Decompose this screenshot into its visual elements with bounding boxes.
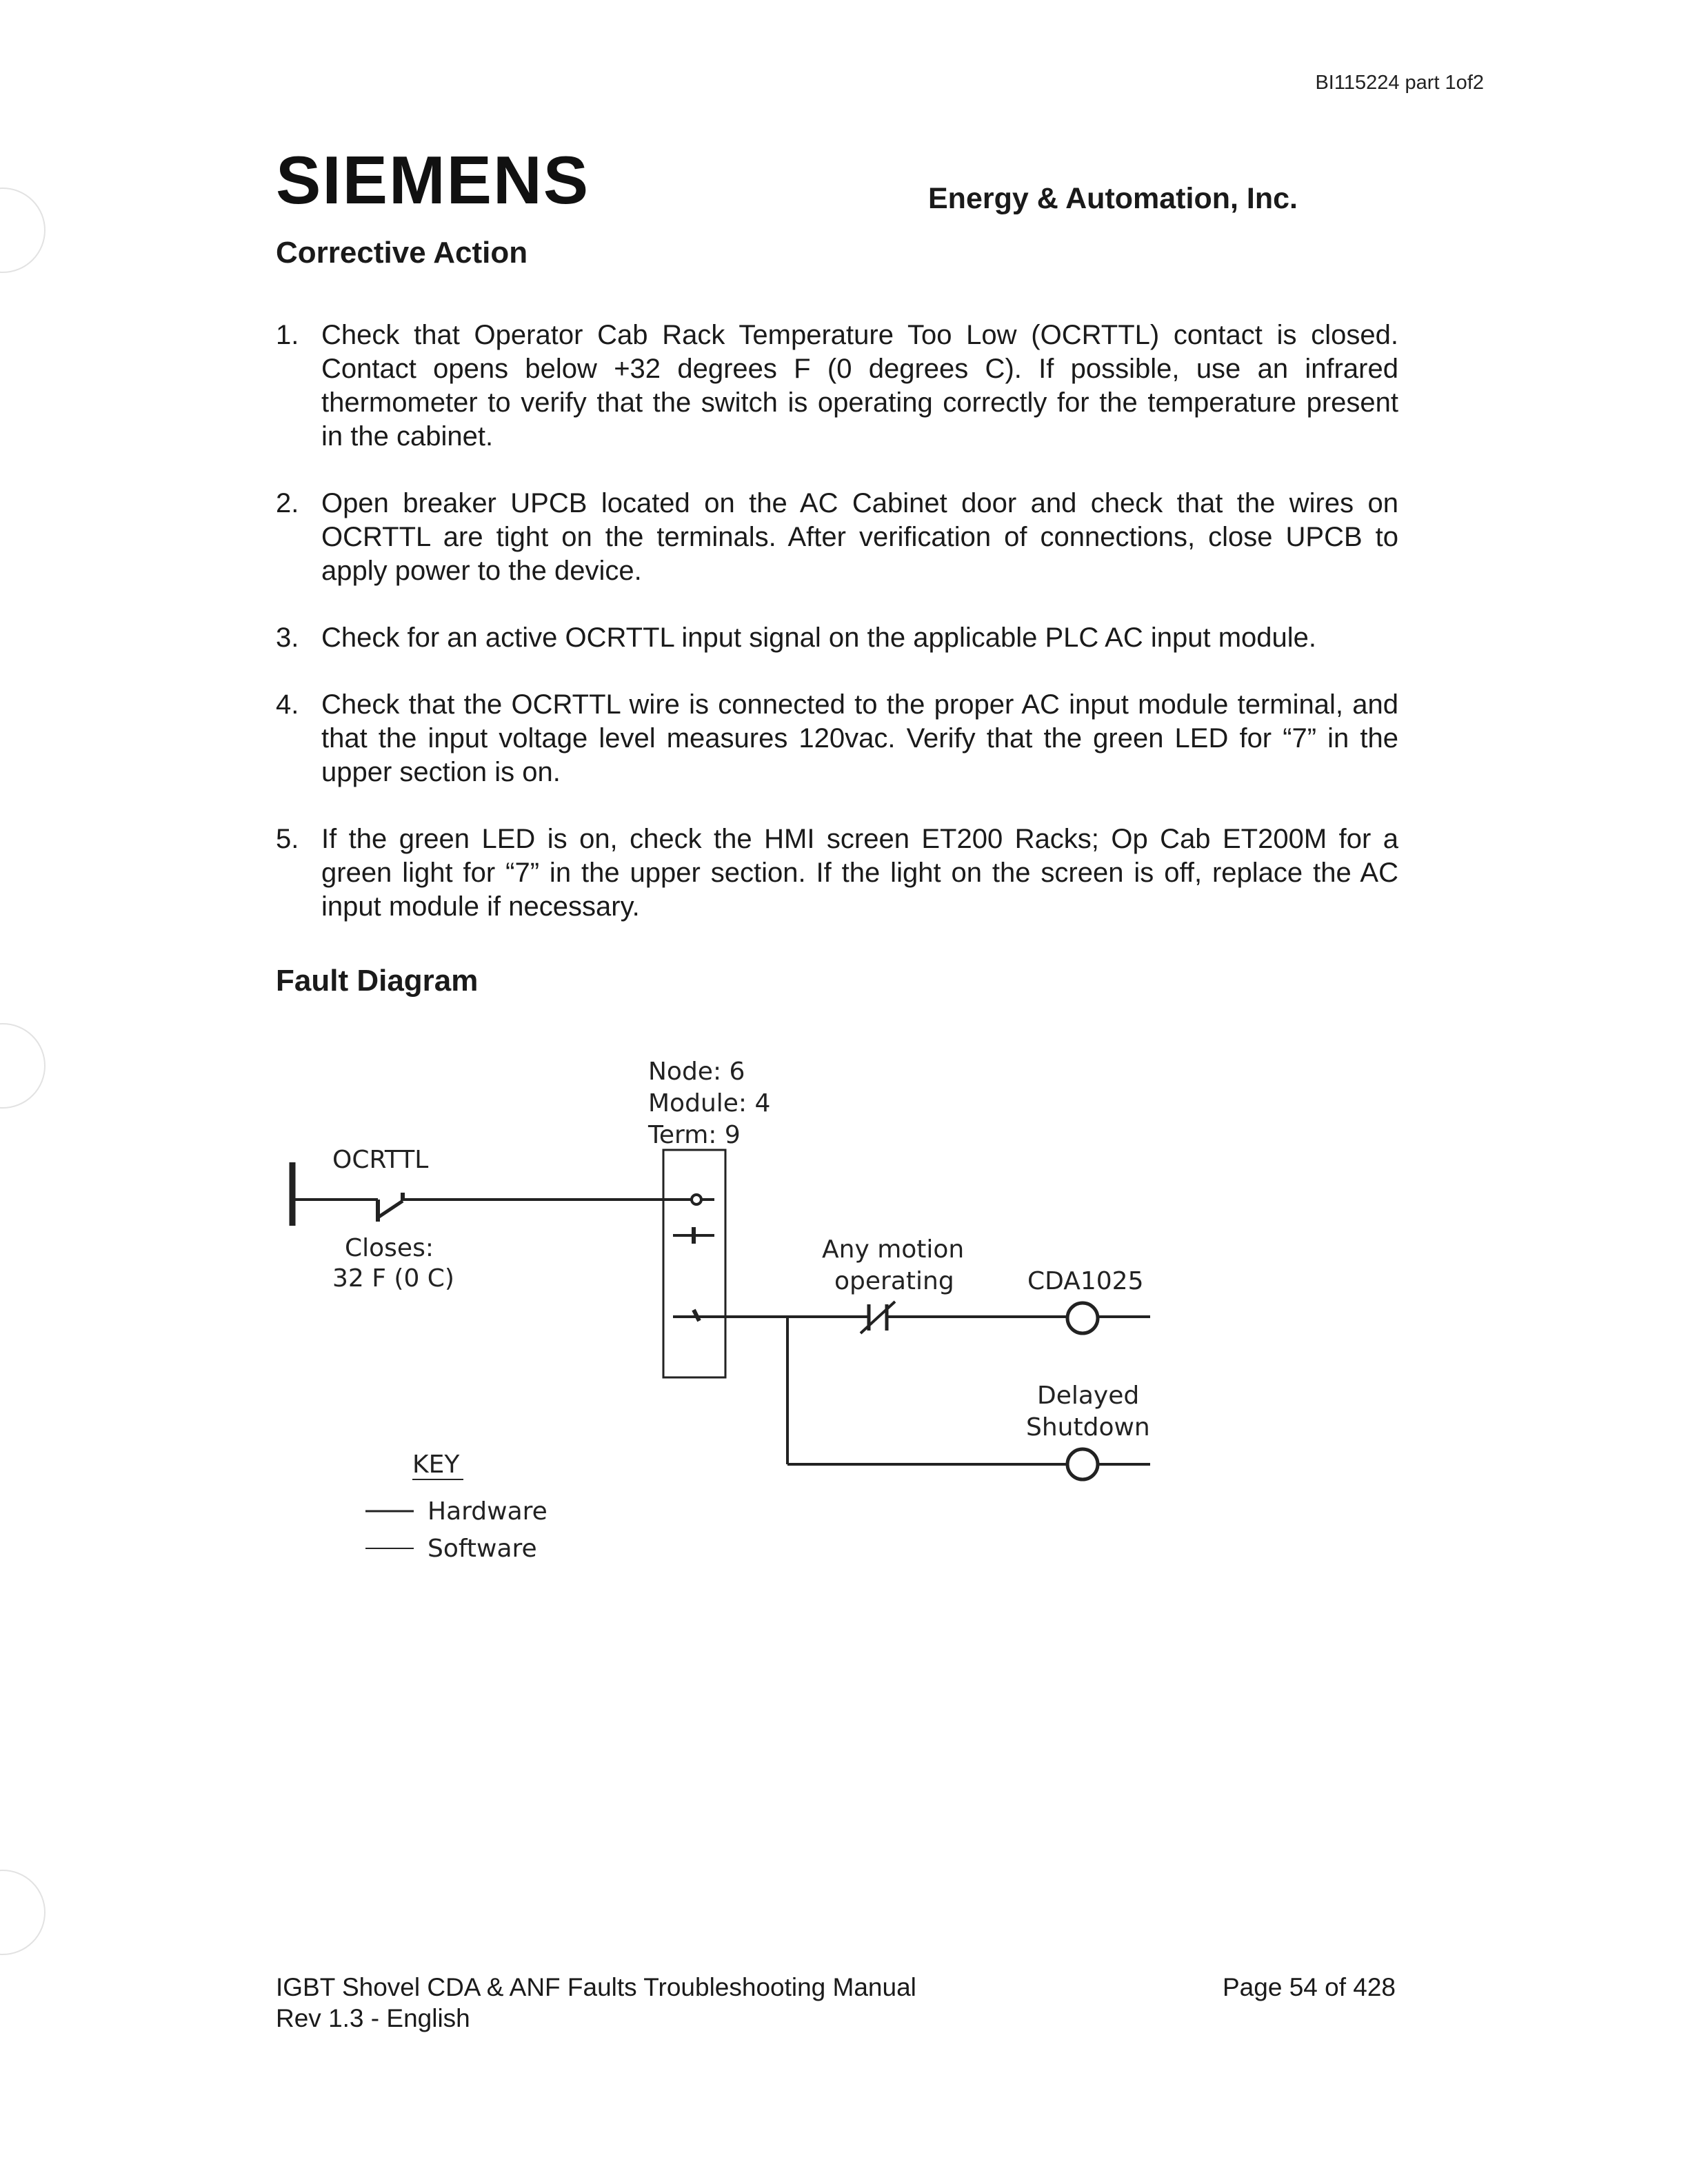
step-text: Check that the OCRTTL wire is connected to the proper AC input module terminal, and that the input voltage level measures 120vac. Verify that the green LED for “7” in the upper section is on. (321, 689, 1398, 787)
siemens-logo: SIEMENS (276, 142, 590, 218)
operating-label: operating (834, 1267, 954, 1295)
ocrttl-label: OCRTTL (332, 1146, 429, 1174)
key-title: KEY (412, 1450, 460, 1479)
company-name: Energy & Automation, Inc. (928, 182, 1298, 215)
manual-title: IGBT Shovel CDA & ANF Faults Troubleshooting Manual (276, 1973, 916, 2001)
term-label: Term: 9 (648, 1121, 741, 1149)
terminal-plc-symbol (673, 1227, 714, 1244)
key-hardware: Hardware (428, 1497, 547, 1526)
delayed-label: Delayed (1037, 1382, 1140, 1410)
footer-left (276, 1972, 916, 2034)
step-text: Check for an active OCRTTL input signal on the applicable PLC AC input module. (321, 623, 1317, 653)
fault-diagram-heading: Fault Diagram (276, 964, 479, 998)
revision: Rev 1.3 - English (276, 2004, 470, 2032)
terminal-output-symbol (673, 1310, 725, 1321)
input-module-box (663, 1150, 725, 1377)
ocrttl-contact (372, 1193, 403, 1222)
closes-label: Closes: (345, 1234, 434, 1262)
node-label: Node: 6 (648, 1058, 745, 1086)
any-motion-label: Any motion (822, 1235, 965, 1264)
step-number: 2. (276, 488, 299, 518)
step-text: If the green LED is on, check the HMI screen ET200 Racks; Op Cab ET200M for a green light for “7” in the upper section. If the light on the screen is off, replace the AC input module if necessary. (321, 824, 1398, 922)
terminal-input-symbol (663, 1195, 714, 1204)
step-number: 1. (276, 320, 299, 350)
page-number: Page 54 of 428 (1223, 1973, 1396, 2001)
corrective-action-heading: Corrective Action (276, 236, 528, 270)
step-number: 5. (276, 824, 299, 854)
step-text: Check that Operator Cab Rack Temperature Too Low (OCRTTL) contact is closed. Contact opens below +32 degrees F (0 degrees C). If possible, use an infrared thermometer to verify that the switch is operating correctly for the temperature present in the cabinet. (321, 320, 1398, 452)
key-software: Software (428, 1535, 537, 1563)
step-text: Open breaker UPCB located on the AC Cabinet door and check that the wires on OCRTTL are tight on the terminals. After verification of connections, close UPCB to apply power to the device. (321, 488, 1398, 586)
delayed-shutdown-coil (1067, 1449, 1150, 1479)
cda1025-label: CDA1025 (1027, 1267, 1144, 1295)
shutdown-label: Shutdown (1026, 1413, 1150, 1442)
closes-value: 32 F (0 C) (332, 1264, 454, 1293)
document-id: BI115224 part 1of2 (1315, 72, 1484, 94)
step-number: 3. (276, 623, 299, 653)
step-number: 4. (276, 689, 299, 720)
module-label: Module: 4 (648, 1089, 771, 1118)
cda1025-coil (1067, 1303, 1150, 1333)
